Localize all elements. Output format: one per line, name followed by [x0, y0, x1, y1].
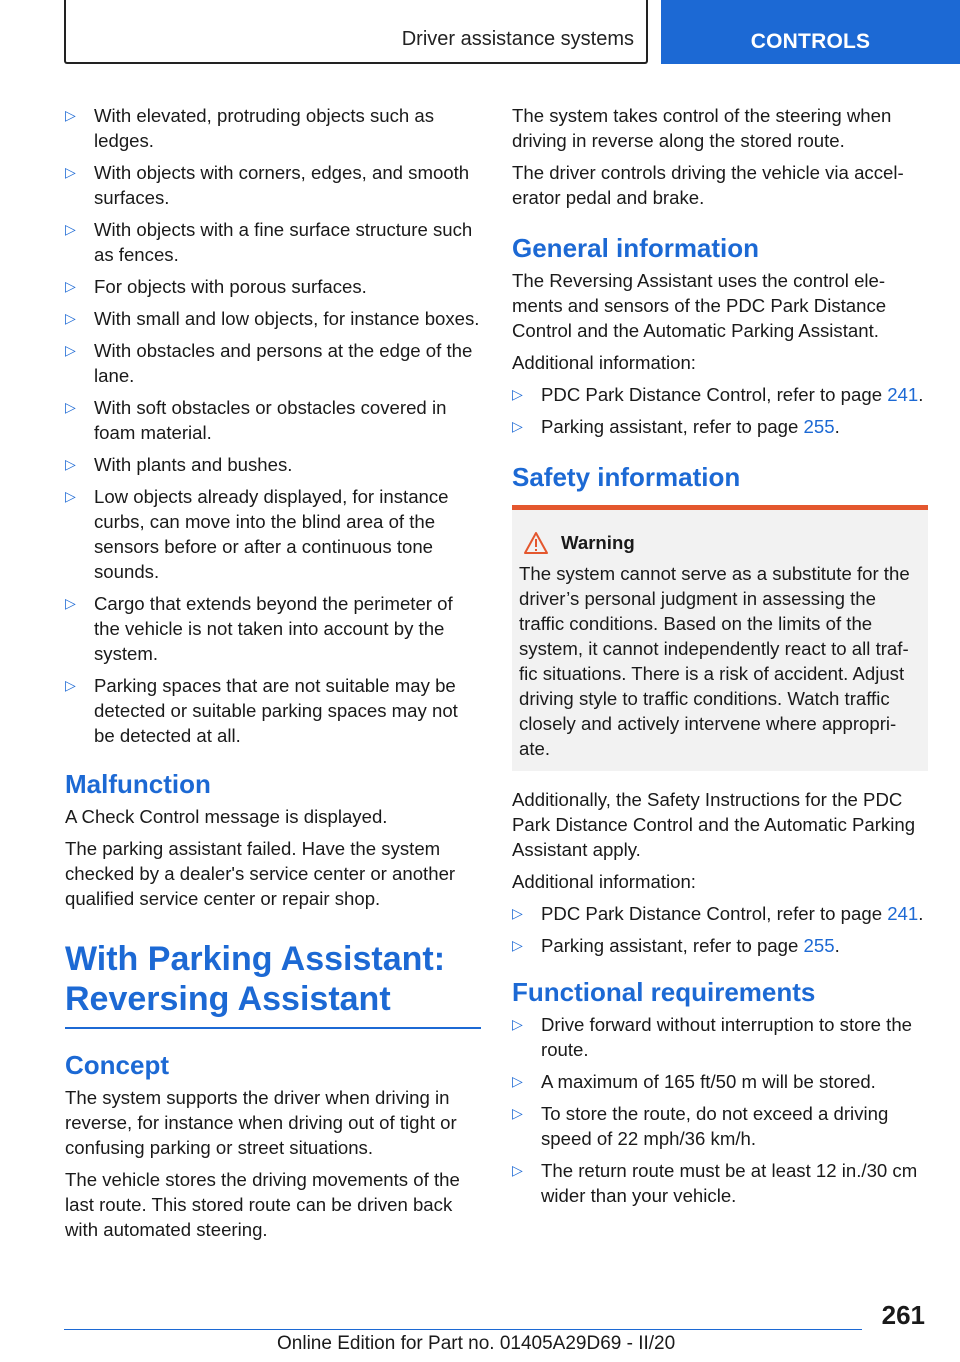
triangle-right-icon: ▷	[512, 1016, 523, 1032]
triangle-right-icon: ▷	[65, 221, 76, 237]
triangle-right-icon: ▷	[65, 677, 76, 693]
triangle-right-icon: ▷	[65, 310, 76, 326]
footer-divider	[64, 1329, 862, 1330]
chapter-title-line-2: Reversing Assistant	[65, 980, 391, 1018]
triangle-right-icon: ▷	[512, 1162, 523, 1178]
general-paragraph-1: The Reversing Assistant uses the control ele‐ments and sensors of the PDC Park Distance Control and the Automatic Parking Assistant.	[512, 270, 887, 341]
triangle-right-icon: ▷	[512, 1105, 523, 1121]
triangle-right-icon: ▷	[65, 399, 76, 415]
triangle-right-icon: ▷	[512, 1073, 523, 1089]
list-item: ▷ Parking assistant, refer to page 255.	[512, 935, 840, 956]
triangle-right-icon: ▷	[512, 905, 523, 921]
warning-triangle-icon	[523, 531, 549, 555]
footer-edition: Online Edition for Part no. 01405A29D69 - II/20	[277, 1333, 676, 1354]
general-information-heading: General information	[512, 233, 760, 263]
triangle-right-icon: ▷	[512, 418, 523, 434]
safety-reference-list	[512, 901, 928, 958]
list-item: ▷ To store the route, do not exceed a driving speed of 22 mph/36 km/h.	[512, 1103, 889, 1149]
triangle-right-icon: ▷	[512, 937, 523, 953]
right-column	[512, 103, 928, 1215]
list-item: ▷ Low objects already displayed, for instance curbs, can move into the blind area of the sensors before or after a continuous tone sounds.	[65, 486, 449, 582]
safety-paragraph-2: Additional information:	[512, 871, 696, 892]
page-link[interactable]: 255	[803, 416, 835, 437]
warning-text: The system cannot serve as a substitute for the driver’s personal judgment in assessing the traffic conditions. Based on the limits of the system, it cannot independently react to all traf‐fic situations. There is a risk of accident. Adjust driving style to traffic conditions. Watch traffic closely and actively intervene where appropri‐ate.	[519, 563, 910, 759]
triangle-right-icon: ▷	[65, 278, 76, 294]
chapter-divider	[65, 1027, 481, 1029]
malfunction-paragraph-2: The parking assistant failed. Have the system checked by a dealer's service center or another qualified service center or repair shop.	[65, 838, 456, 909]
list-item: ▷ With obstacles and persons at the edge of the lane.	[65, 340, 473, 386]
list-item: ▷ With elevated, protruding objects such as ledges.	[65, 105, 435, 151]
page-number: 261	[881, 1300, 925, 1330]
list-item: ▷ With plants and bushes.	[65, 454, 293, 475]
malfunction-heading: Malfunction	[65, 769, 211, 799]
triangle-right-icon: ▷	[65, 456, 76, 472]
safety-paragraph-1: Additionally, the Safety Instructions for the PDC Park Distance Control and the Automatic Parking Assistant apply.	[512, 789, 916, 860]
list-item: ▷ PDC Park Distance Control, refer to page 241.	[512, 384, 924, 405]
triangle-right-icon: ▷	[512, 386, 523, 402]
header-tab-controls[interactable]: CONTROLS	[661, 0, 960, 64]
triangle-right-icon: ▷	[65, 488, 76, 504]
list-item: ▷ With objects with a fine surface structure such as fences.	[65, 219, 473, 265]
triangle-right-icon: ▷	[65, 595, 76, 611]
malfunction-paragraph-1: A Check Control message is displayed.	[65, 806, 388, 827]
page-link[interactable]: 241	[887, 903, 919, 924]
triangle-right-icon: ▷	[65, 164, 76, 180]
triangle-right-icon: ▷	[65, 107, 76, 123]
concept-paragraph-2: The vehicle stores the driving movements of the last route. This stored route can be driven back with automated steering.	[65, 1169, 460, 1240]
general-reference-list	[512, 382, 928, 439]
safety-information-heading: Safety information	[512, 462, 741, 492]
list-item: ▷ Cargo that extends beyond the perimeter of the vehicle is not taken into account by the system.	[65, 593, 453, 664]
page-link[interactable]: 241	[887, 384, 919, 405]
functional-requirements-heading: Functional requirements	[512, 977, 816, 1007]
list-item: ▷ Parking spaces that are not suitable may be detected or suitable parking spaces may not be detected at all.	[65, 675, 458, 746]
list-item: ▷ With small and low objects, for instance boxes.	[65, 308, 480, 329]
left-column	[65, 103, 481, 1249]
limitations-list	[65, 103, 481, 748]
header-section-title: Driver assistance systems	[401, 28, 634, 50]
general-paragraph-2: Additional information:	[512, 352, 696, 373]
chapter-title	[65, 939, 481, 1027]
page-link[interactable]: 255	[803, 935, 835, 956]
concept-heading: Concept	[65, 1050, 169, 1080]
triangle-right-icon: ▷	[65, 342, 76, 358]
intro-paragraph-1: The system takes control of the steering when driving in reverse along the stored route.	[512, 105, 892, 151]
chapter-title-line-1: With Parking Assistant:	[65, 940, 446, 978]
list-item: ▷ The return route must be at least 12 in./30 cm wider than your vehicle.	[512, 1160, 918, 1206]
intro-paragraph-2: The driver controls driving the vehicle via accel‐erator pedal and brake.	[512, 162, 904, 208]
list-item: ▷ With soft obstacles or obstacles covered in foam material.	[65, 397, 447, 443]
concept-paragraph-1: The system supports the driver when driving in reverse, for instance when driving out of tight or confusing parking or street situations.	[65, 1087, 457, 1158]
list-item: ▷ For objects with porous surfaces.	[65, 276, 367, 297]
list-item: ▷ With objects with corners, edges, and smooth surfaces.	[65, 162, 470, 208]
warning-header	[519, 530, 922, 555]
warning-title: Warning	[561, 532, 635, 553]
list-item: ▷ A maximum of 165 ft/50 m will be stored.	[512, 1071, 876, 1092]
functional-requirements-list	[512, 1012, 928, 1208]
list-item: ▷ Drive forward without interruption to store the route.	[512, 1014, 913, 1060]
list-item: ▷ PDC Park Distance Control, refer to page 241.	[512, 903, 924, 924]
warning-box	[512, 505, 928, 771]
list-item: ▷ Parking assistant, refer to page 255.	[512, 416, 840, 437]
